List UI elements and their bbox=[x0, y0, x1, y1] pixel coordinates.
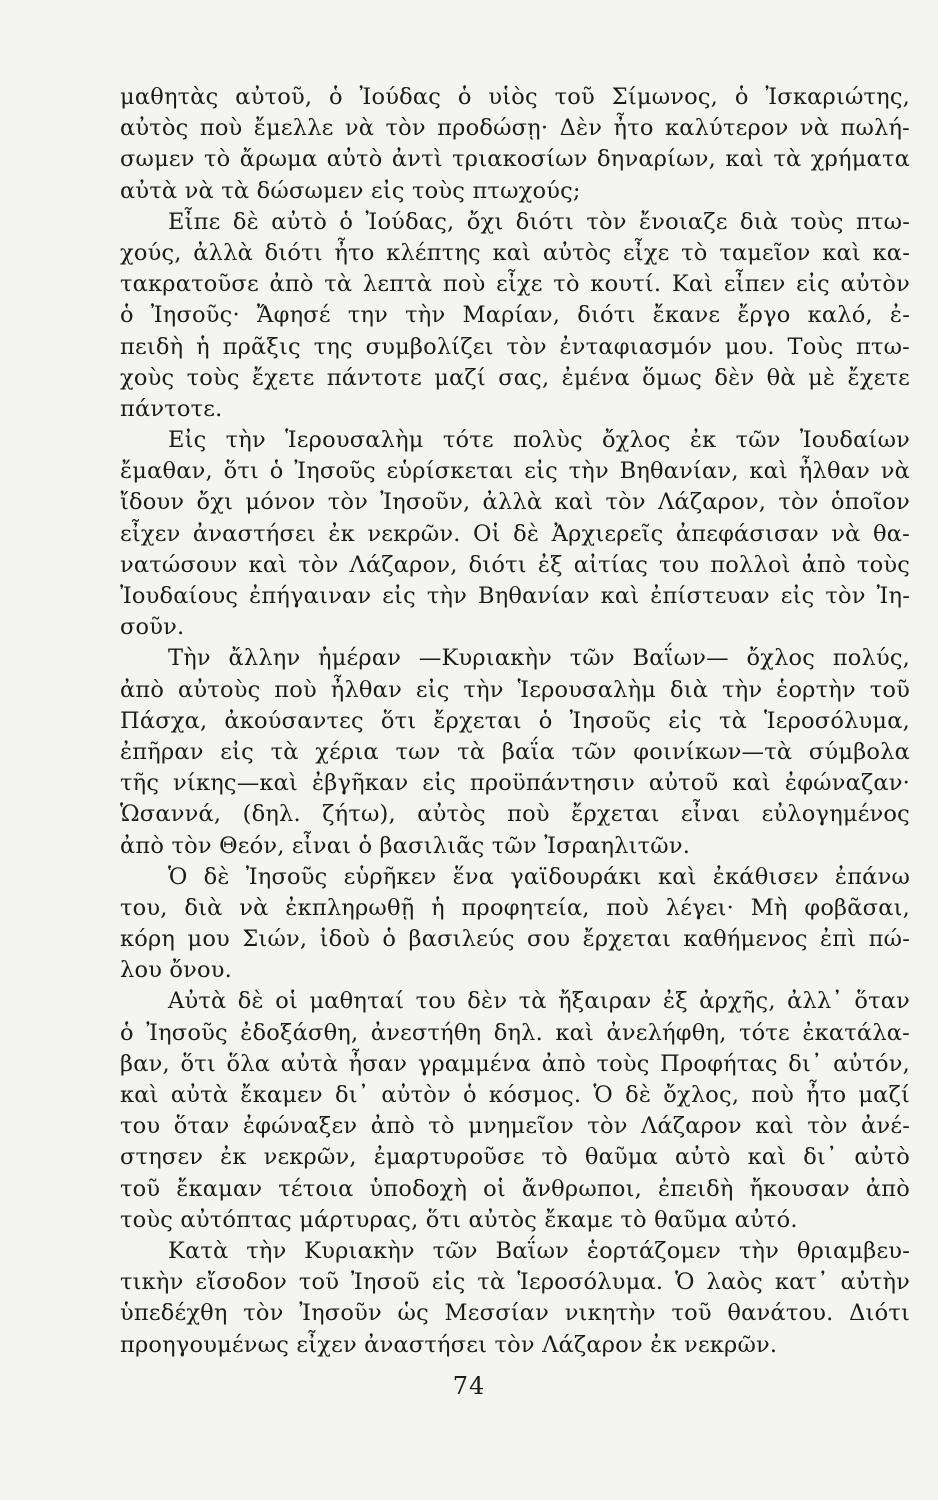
text-line: του ὅταν ἐφώναξεν ἀπὸ τὸ μνημεῖον τὸν Λάζαρον καὶ τὸν ἀνέ- bbox=[120, 1113, 910, 1140]
text-line: ἀπὸ αὐτοὺς ποὺ ἦλθαν εἰς τὴν Ἱερουσαλὴμ διὰ τὴν ἑορτὴν τοῦ bbox=[120, 676, 910, 703]
text-line: αὐτὸς ποὺ ἔμελλε νὰ τὸν προδώσῃ· Δὲν ἦτο καλύτερον νὰ πωλή- bbox=[120, 115, 910, 142]
text-line: Αὐτὰ δὲ οἱ μαθηταί του δὲν τὰ ἤξαιραν ἐξ ἀρχῆς, ἀλλ᾽ ὅταν bbox=[168, 988, 910, 1015]
text-line: μαθητὰς αὐτοῦ, ὁ Ἰούδας ὁ υἱὸς τοῦ Σίμωνος, ὁ Ἰσκαριώτης, bbox=[120, 84, 910, 110]
text-line: σωμεν τὸ ἄρωμα αὐτὸ ἀντὶ τριακοσίων δηναρίων, καὶ τὰ χρήματα bbox=[120, 146, 910, 173]
text-line: τακρατοῦσε ἀπὸ τὰ λεπτὰ ποὺ εἶχε τὸ κουτί. Καὶ εἶπεν εἰς αὐτὸν bbox=[120, 271, 910, 298]
text-line: κόρη μου Σιών, ἰδοὺ ὁ βασιλεύς σου ἔρχεται καθήμενος ἐπὶ πώ- bbox=[120, 926, 910, 953]
text-line: ὁ Ἰησοῦς ἐδοξάσθη, ἀνεστήθη δηλ. καὶ ἀνελήφθη, τότε ἐκατάλα- bbox=[120, 1019, 910, 1046]
text-line: σοῦν. bbox=[120, 614, 185, 641]
text-line: Ὡσαννά, (δηλ. ζήτω), αὐτὸς ποὺ ἔρχεται εἶναι εὐλογημένος bbox=[120, 801, 910, 828]
text-line: Ὁ δὲ Ἰησοῦς εὑρῆκεν ἕνα γαϊδουράκι καὶ ἐκάθισεν ἐπάνω bbox=[168, 863, 910, 890]
text-line: ἀπὸ τὸν Θεόν, εἶναι ὁ βασιλιᾶς τῶν Ἰσραηλιτῶν. bbox=[120, 832, 691, 859]
text-line: πάντοτε. bbox=[120, 395, 223, 422]
text-line: Κατὰ τὴν Κυριακὴν τῶν Βαΐων ἑορτάζομεν τὴν θριαμβευ- bbox=[168, 1237, 910, 1264]
text-line: Εἶπε δὲ αὐτὸ ὁ Ἰούδας, ὄχι διότι τὸν ἔνοιαζε διὰ τοὺς πτω- bbox=[168, 208, 910, 235]
text-line: τοῦ ἔκαμαν τέτοια ὑποδοχὴ οἱ ἄνθρωποι, ἐπειδὴ ἤκουσαν ἀπὸ bbox=[120, 1175, 910, 1202]
text-line: στησεν ἐκ νεκρῶν, ἐμαρτυροῦσε τὸ θαῦμα αὐτὸ καὶ δι᾽ αὐτὸ bbox=[120, 1144, 910, 1171]
text-line: ὁ Ἰησοῦς· Ἄφησέ την τὴν Μαρίαν, διότι ἔκανε ἔργο καλό, ἐ- bbox=[120, 302, 910, 329]
text-line: ὑπεδέχθη τὸν Ἰησοῦν ὡς Μεσσίαν νικητὴν τοῦ θανάτου. Διότι bbox=[120, 1300, 910, 1327]
text-line: τικὴν εἴσοδον τοῦ Ἰησοῦ εἰς τὰ Ἱεροσόλυμα. Ὁ λαὸς κατ᾽ αὐτὴν bbox=[120, 1269, 910, 1296]
text-line: ἴδουν ὄχι μόνον τὸν Ἰησοῦν, ἀλλὰ καὶ τὸν Λάζαρον, τὸν ὁποῖον bbox=[120, 489, 910, 516]
text-line: καὶ αὐτὰ ἔκαμεν δι᾽ αὐτὸν ὁ κόσμος. Ὁ δὲ ὄχλος, ποὺ ἦτο μαζί bbox=[120, 1082, 910, 1108]
text-line: Τὴν ἄλλην ἡμέραν —Κυριακὴν τῶν Βαΐων— ὄχλος πολύς, bbox=[168, 645, 910, 672]
page-number: 74 bbox=[452, 1372, 486, 1400]
text-line: Πάσχα, ἀκούσαντες ὅτι ἔρχεται ὁ Ἰησοῦς εἰς τὰ Ἱεροσόλυμα, bbox=[120, 707, 910, 734]
text-line: ἐπῆραν εἰς τὰ χέρια των τὰ βαΐα τῶν φοινίκων—τὰ σύμβολα bbox=[120, 738, 910, 765]
text-line: τοὺς αὐτόπτας μάρτυρας, ὅτι αὐτὸς ἔκαμε τὸ θαῦμα αὐτό. bbox=[120, 1206, 798, 1233]
text-line: χούς, ἀλλὰ διότι ἦτο κλέπτης καὶ αὐτὸς εἶχε τὸ ταμεῖον καὶ κα- bbox=[120, 239, 910, 266]
text-line: βαν, ὅτι ὅλα αὐτὰ ἦσαν γραμμένα ἀπὸ τοὺς Προφήτας δι᾽ αὐτόν, bbox=[120, 1050, 910, 1077]
text-line: Ἰουδαίους ἐπήγαιναν εἰς τὴν Βηθανίαν καὶ ἐπίστευαν εἰς τὸν Ἰη- bbox=[120, 583, 910, 609]
text-line: Εἰς τὴν Ἱερουσαλὴμ τότε πολὺς ὄχλος ἐκ τῶν Ἰουδαίων bbox=[168, 427, 910, 454]
text-line: τῆς νίκης—καὶ ἐβγῆκαν εἰς προϋπάντησιν αὐτοῦ καὶ ἐφώναζαν· bbox=[120, 770, 910, 797]
text-line: χοὺς τοὺς ἔχετε πάντοτε μαζί σας, ἐμένα ὅμως δὲν θὰ μὲ ἔχετε bbox=[120, 364, 910, 391]
text-line: λου ὄνου. bbox=[120, 957, 233, 984]
text-line: εἶχεν ἀναστήσει ἐκ νεκρῶν. Οἱ δὲ Ἀρχιερεῖς ἀπεφάσισαν νὰ θα- bbox=[120, 520, 910, 547]
text-line: νατώσουν καὶ τὸν Λάζαρον, διότι ἐξ αἰτίας του πολλοὶ ἀπὸ τοὺς bbox=[120, 551, 910, 578]
text-line: του, διὰ νὰ ἐκπληρωθῇ ἡ προφητεία, ποὺ λέγει· Μὴ φοβᾶσαι, bbox=[120, 894, 910, 921]
body-text bbox=[120, 82, 910, 1361]
text-line: πειδὴ ἡ πρᾶξις της συμβολίζει τὸν ἐνταφιασμόν μου. Τοὺς πτω- bbox=[120, 333, 910, 360]
text-line: αὐτὰ νὰ τὰ δώσωμεν εἰς τοὺς πτωχούς; bbox=[120, 177, 581, 204]
text-line: προηγουμένως εἶχεν ἀναστήσει τὸν Λάζαρον ἐκ νεκρῶν. bbox=[120, 1331, 778, 1358]
text-line: ἔμαθαν, ὅτι ὁ Ἰησοῦς εὑρίσκεται εἰς τὴν Βηθανίαν, καὶ ἦλθαν νὰ bbox=[120, 458, 910, 485]
